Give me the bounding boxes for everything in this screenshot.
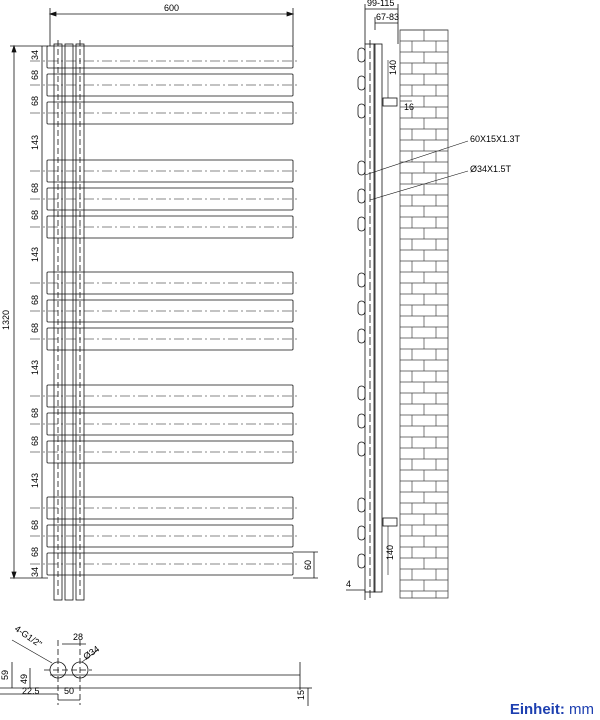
dim-group-gap-3: 143 bbox=[30, 359, 40, 375]
dim-side-gap: 60 bbox=[303, 559, 313, 570]
dim-bar-gap-4: 68 bbox=[30, 209, 40, 220]
dim-depth: 99-115 bbox=[367, 0, 395, 8]
label-thread: 4-G1/2" bbox=[12, 623, 44, 650]
dim-bottom-gap: 34 bbox=[30, 566, 40, 577]
dim-50: 50 bbox=[64, 686, 75, 696]
brick-wall bbox=[400, 30, 448, 598]
side-bar-profiles bbox=[358, 48, 365, 568]
spec-bar: 60X15X1.3T bbox=[470, 134, 521, 144]
dim-bar-gap-10: 68 bbox=[30, 546, 40, 557]
side-view-labels bbox=[346, 0, 521, 589]
dim-group-gap-1: 143 bbox=[30, 134, 40, 150]
bottom-view-labels bbox=[0, 623, 306, 700]
dim-bar-gap-8: 68 bbox=[30, 435, 40, 446]
dim-top-gap: 34 bbox=[30, 49, 40, 60]
unit-caption: Einheit: bbox=[509, 701, 565, 718]
dim-width: 600 bbox=[164, 3, 180, 13]
front-view-labels bbox=[1, 3, 313, 577]
dim-59: 59 bbox=[0, 669, 10, 680]
dim-side-bottom: 4 bbox=[346, 579, 352, 589]
dim-bar-gap-2: 68 bbox=[30, 95, 40, 106]
dim-bar-gap-1: 68 bbox=[30, 69, 40, 80]
dim-bracket-top: 140 bbox=[388, 59, 398, 75]
dim-bracket-bottom: 140 bbox=[385, 544, 395, 560]
unit-label bbox=[510, 701, 594, 718]
label-pipe-dia: Ø34 bbox=[81, 643, 102, 662]
bottom-view bbox=[0, 640, 312, 706]
dim-height: 1320 bbox=[1, 309, 11, 330]
spec-pipe: Ø34X1.5T bbox=[470, 164, 512, 174]
dim-bar-gap-5: 68 bbox=[30, 294, 40, 305]
front-view bbox=[10, 8, 318, 600]
dim-bar-gap-7: 68 bbox=[30, 407, 40, 418]
dim-bar-gap-3: 68 bbox=[30, 182, 40, 193]
dim-28: 28 bbox=[73, 632, 84, 642]
dim-bar-gap-9: 68 bbox=[30, 519, 40, 530]
dim-22-5: 22.5 bbox=[22, 686, 40, 696]
dim-bar-gap-6: 68 bbox=[30, 322, 40, 333]
dim-offset: 67-83 bbox=[376, 12, 400, 22]
dim-49: 49 bbox=[19, 673, 29, 684]
dim-group-gap-2: 143 bbox=[30, 246, 40, 262]
unit-value: mm bbox=[569, 701, 594, 718]
dim-bracket-thk: 16 bbox=[404, 102, 415, 112]
dim-group-gap-4: 143 bbox=[30, 472, 40, 488]
brick-wall-outline bbox=[400, 30, 448, 598]
dim-15: 15 bbox=[296, 689, 306, 700]
